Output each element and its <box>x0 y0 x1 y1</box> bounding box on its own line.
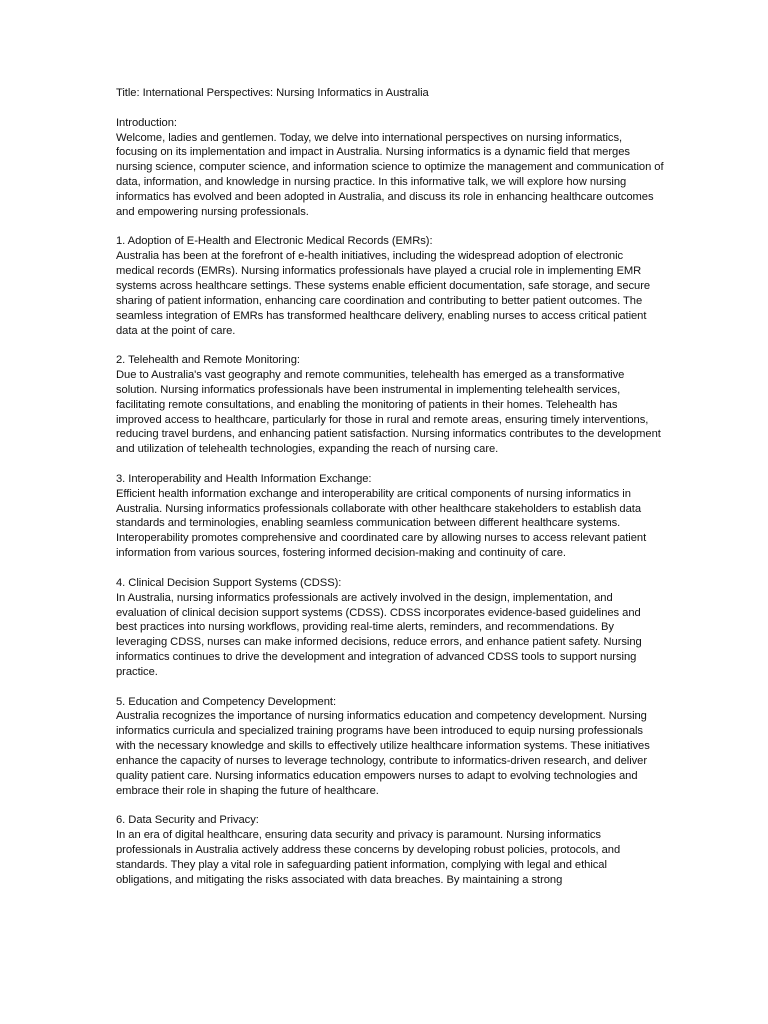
section-heading: 4. Clinical Decision Support Systems (CDSS): <box>116 576 342 589</box>
section-heading: 1. Adoption of E-Health and Electronic Medical Records (EMRs): <box>116 235 433 248</box>
section-body: Australia has been at the forefront of e-health initiatives, including the widespread adoption of electronic medical records (EMRs). Nursing informatics professionals have played a crucial role in implementing EMR systems across healthcare settings. These systems enable efficient documentation, safe storage, and secure sharing of patient information, enhancing care coordination and contributing to better patient outcomes. The seamless integration of EMRs has transformed healthcare delivery, enabling nurses to access critical patient data at the point of care. <box>116 250 651 337</box>
section-emr <box>116 234 664 338</box>
section-heading: 5. Education and Competency Development: <box>116 695 337 708</box>
section-body: Due to Australia's vast geography and remote communities, telehealth has emerged as a transformative solution. Nursing informatics professionals have been instrumental in implementing telehealth services, facilitating remote consultations, and enabling the monitoring of patients in their homes. Telehealth has improved access to healthcare, particularly for those in rural and remote areas, ensuring timely interventions, reducing travel burdens, and enhancing patient satisfaction. Nursing informatics contributes to the development and utilization of telehealth technologies, expanding the reach of nursing care. <box>116 369 661 456</box>
section-body: In Australia, nursing informatics professionals are actively involved in the design, implementation, and evaluation of clinical decision support systems (CDSS). CDSS incorporates evidence-based guidelines and best practices into nursing workflows, providing real-time alerts, reminders, and recommendations. By leveraging CDSS, nurses can make informed decisions, reduce errors, and enhance patient safety. Nursing informatics continues to drive the development and integration of advanced CDSS tools to support nursing practice. <box>116 591 642 678</box>
section-telehealth <box>116 353 664 457</box>
document-title: Title: International Perspectives: Nursing Informatics in Australia <box>116 87 429 99</box>
section-cdss <box>116 576 664 680</box>
section-interoperability <box>116 472 664 561</box>
section-body: Efficient health information exchange and interoperability are critical components of nursing informatics in Australia. Nursing informatics professionals collaborate with other healthcare stakeholders to establish data standards and terminologies, enabling seamless communication between different healthcare systems. Interoperability promotes comprehensive and coordinated care by allowing nurses to access relevant patient information from various sources, fostering informed decision-making and continuity of care. <box>116 487 647 560</box>
section-heading: 2. Telehealth and Remote Monitoring: <box>116 354 300 367</box>
section-body: Australia recognizes the importance of nursing informatics education and competency development. Nursing informatics curricula and specialized training programs have been introduced to equip nursing professionals with the necessary knowledge and skills to effectively utilize healthcare information systems. These initiatives enhance the capacity of nurses to leverage technology, contribute to informatics-driven research, and deliver quality patient care. Nursing informatics education empowers nurses to adapt to evolving technologies and embrace their role in shaping the future of healthcare. <box>116 710 650 797</box>
section-heading: Introduction: <box>116 116 177 129</box>
section-heading: 3. Interoperability and Health Information Exchange: <box>116 472 372 485</box>
section-body: Welcome, ladies and gentlemen. Today, we delve into international perspectives on nursing informatics, focusing on its implementation and impact in Australia. Nursing informatics is a dynamic field that merges nursing science, computer science, and information science to optimize the management and communication of data, information, and knowledge in nursing practice. In this informative talk, we will explore how nursing informatics has evolved and been adopted in Australia, and discuss its role in enhancing healthcare outcomes and empowering nursing professionals. <box>116 131 664 218</box>
document-page <box>116 86 664 902</box>
section-introduction <box>116 116 664 220</box>
section-body: In an era of digital healthcare, ensuring data security and privacy is paramount. Nursing informatics professionals in Australia actively address these concerns by developing robust policies, protocols, and standards. They play a vital role in safeguarding patient information, complying with legal and ethical obligations, and mitigating the risks associated with data breaches. By maintaining a strong <box>116 829 621 886</box>
section-education <box>116 695 664 799</box>
section-security <box>116 813 664 887</box>
section-heading: 6. Data Security and Privacy: <box>116 814 259 827</box>
